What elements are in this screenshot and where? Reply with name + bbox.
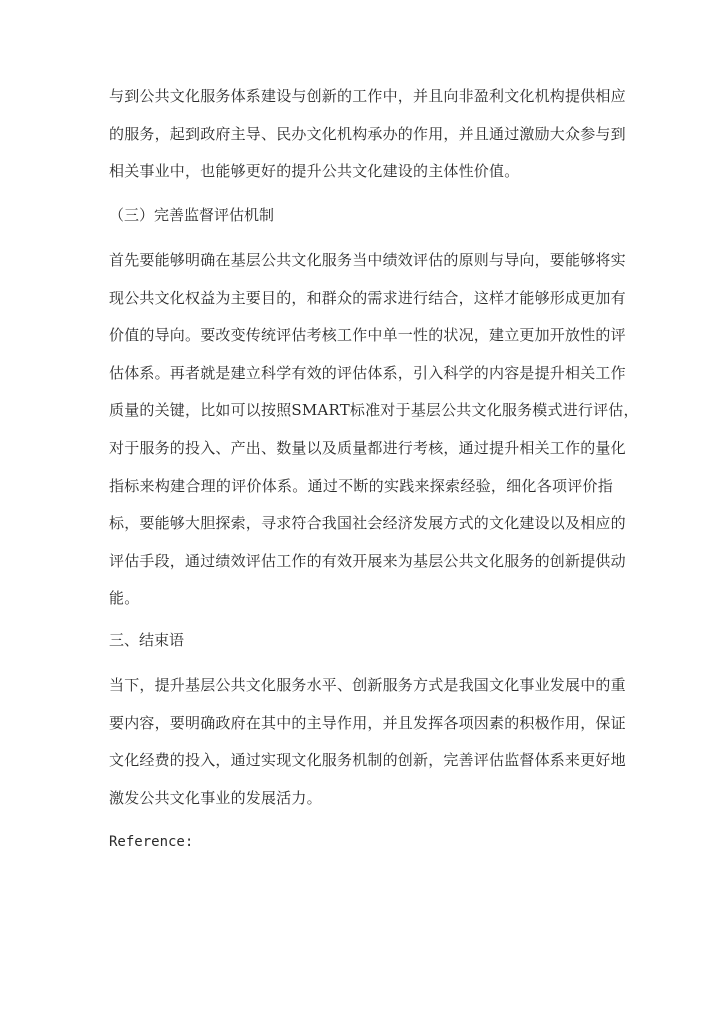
paragraph-conclusion [109, 667, 626, 817]
reference-label: Reference: [109, 834, 194, 850]
text-line: 能。 [109, 589, 140, 608]
text-line: 的服务，起到政府主导、民办文化机构承办的作用，并且通过激励大众参与到 [109, 124, 626, 143]
text-line: 与到公共文化服务体系建设与创新的工作中，并且向非盈利文化机构提供相应 [109, 87, 626, 105]
text-line: 当下，提升基层公共文化服务水平、创新服务方式是我国文化事业发展中的重 [109, 676, 626, 694]
text-line: 标，要能够大胆探索，寻求符合我国社会经济发展方式的文化建设以及相应的 [109, 514, 626, 533]
text-line: 首先要能够明确在基层公共文化服务当中绩效评估的原则与导向，要能够将实 [109, 251, 626, 269]
text-line: 指标来构建合理的评价体系。通过不断的实践来探索经验，细化各项评价指 [109, 476, 613, 495]
text-line: 现公共文化权益为主要目的，和群众的需求进行结合，这样才能够形成更加有 [109, 288, 626, 307]
paragraph-evaluation-mechanism [109, 242, 639, 618]
paragraph-public-service-participation [109, 78, 626, 191]
text-line: 相关事业中，也能够更好的提升公共文化建设的主体性价值。 [109, 162, 520, 181]
text-line: 文化经费的投入，通过实现文化服务机制的创新，完善评估监督体系来更好地 [109, 751, 626, 770]
text-line: 评估手段，通过绩效评估工作的有效开展来为基层公共文化服务的创新提供动 [109, 551, 626, 570]
text-line: 价值的导向。要改变传统评估考核工作中单一性的状况，建立更加开放性的评 [109, 326, 626, 345]
text-line: 要内容，要明确政府在其中的主导作用，并且发挥各项因素的积极作用，保证 [109, 713, 626, 732]
text-line: 质量的关键，比如可以按照SMART标准对于基层公共文化服务模式进行评估， [109, 401, 639, 420]
text-line: 激发公共文化事业的发展活力。 [109, 788, 322, 807]
text-line: 对于服务的投入、产出、数量以及质量都进行考核，通过提升相关工作的量化 [109, 438, 626, 457]
section-heading-conclusion: 三、结束语 [109, 631, 185, 649]
text-line: 估体系。再者就是建立科学有效的评估体系，引入科学的内容是提升相关工作 [109, 363, 626, 382]
subsection-heading-supervision: （三）完善监督评估机制 [109, 206, 275, 224]
